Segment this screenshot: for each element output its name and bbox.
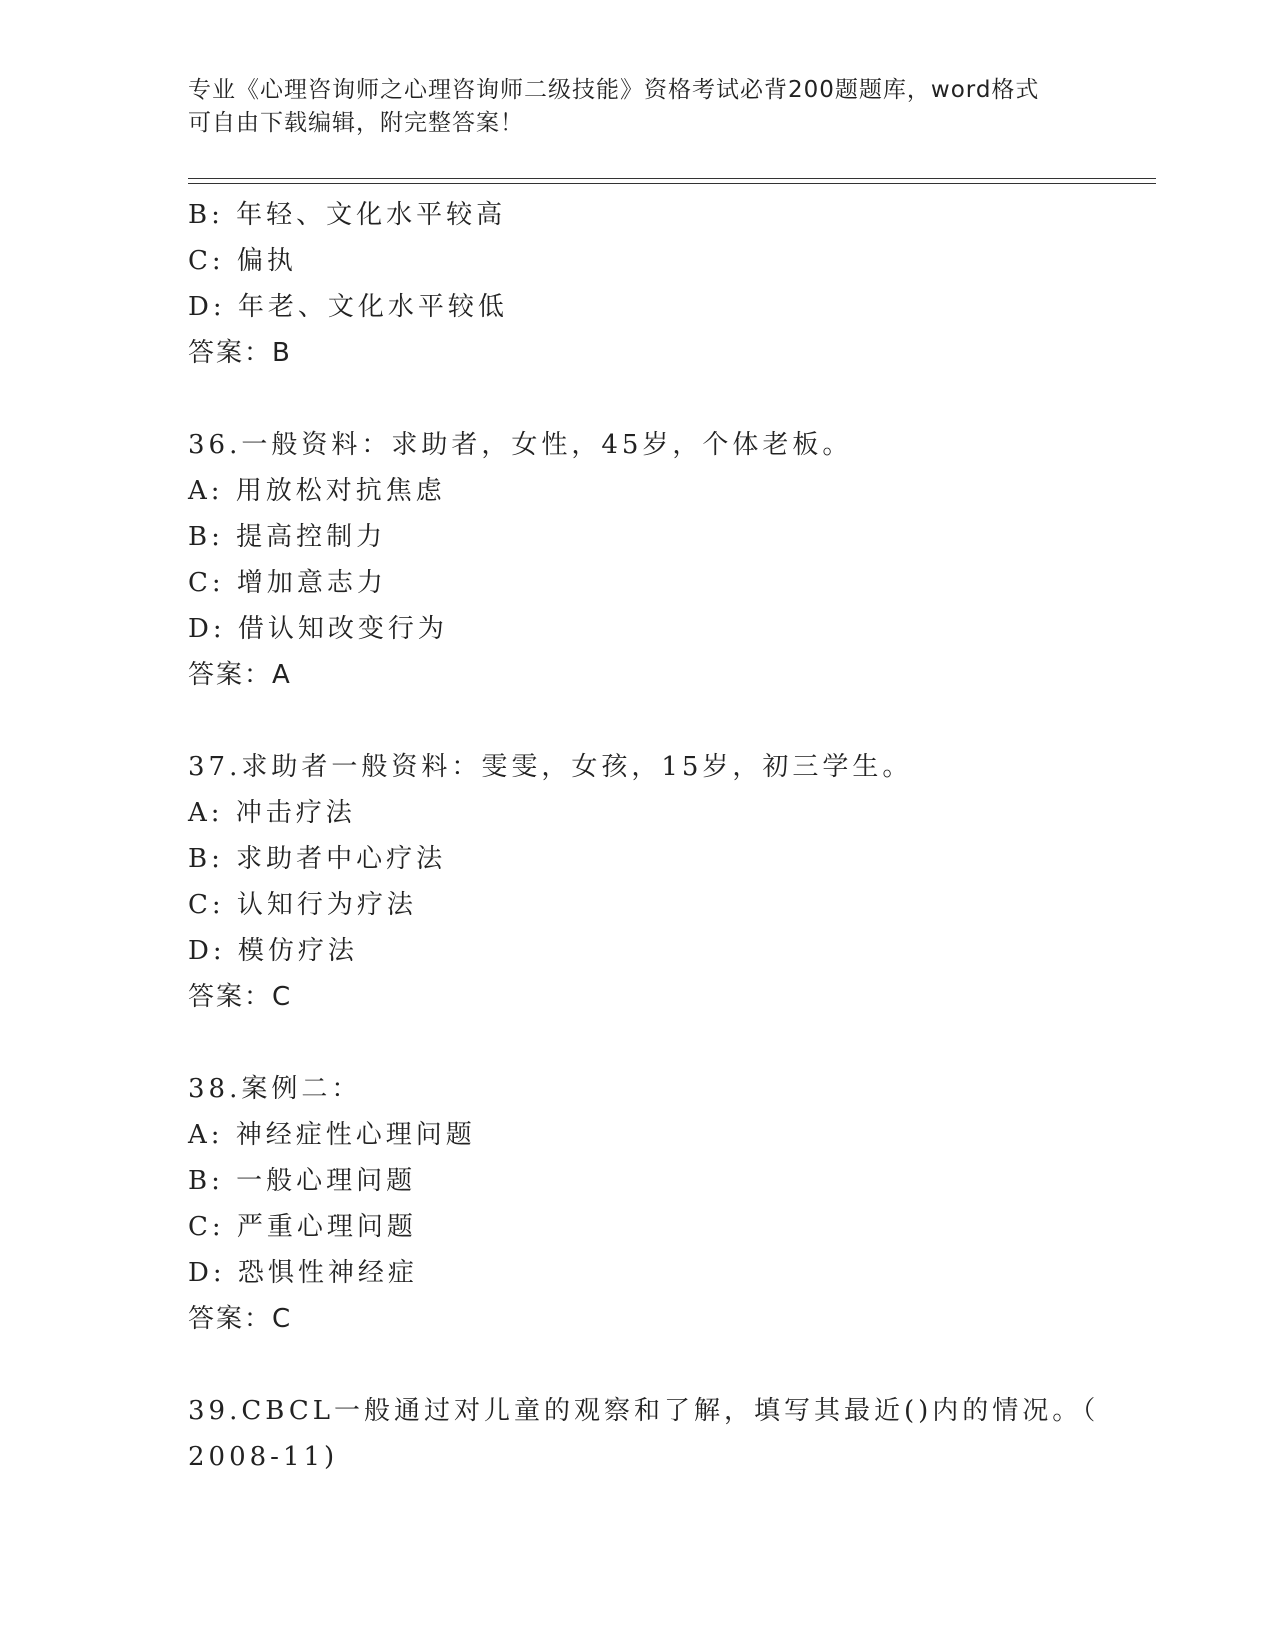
option-b: B: 提高控制力 [188,522,387,552]
option-b: B: 年轻、文化水平较高 [188,200,507,230]
document-body [188,192,1100,1480]
option-a: A: 用放松对抗焦虑 [188,476,446,506]
option-b: B: 一般心理问题 [188,1166,417,1196]
spacer [188,1020,1088,1066]
answer-line: 答案：B [188,338,292,368]
question-title-line-2: 2008-11) [188,1442,339,1472]
question-37 [188,744,1088,1020]
option-a: A: 冲击疗法 [188,798,356,828]
question-36 [188,422,1088,698]
question-title: 36.一般资料：求助者，女性，45岁，个体老板。 [188,430,853,460]
question-title-line-1: 39.CBCL一般通过对儿童的观察和了解，填写其最近()内的情况。（ [188,1396,1100,1426]
option-c: C: 严重心理问题 [188,1212,417,1242]
spacer [188,698,1088,744]
answer-line: 答案：C [188,1304,293,1334]
header-line-1: 专业《心理咨询师之心理咨询师二级技能》资格考试必背200题题库，word格式 [188,77,1040,103]
option-d: D: 借认知改变行为 [188,614,448,644]
option-d: D: 年老、文化水平较低 [188,292,508,322]
option-a: A: 神经症性心理问题 [188,1120,476,1150]
option-d: D: 恐惧性神经症 [188,1258,418,1288]
question-title: 37.求助者一般资料：雯雯，女孩，15岁，初三学生。 [188,752,913,782]
option-b: B: 求助者中心疗法 [188,844,447,874]
header-line-2: 可自由下载编辑，附完整答案！ [188,110,524,136]
option-d: D: 模仿疗法 [188,936,358,966]
answer-line: 答案：C [188,982,293,1012]
option-c: C: 偏执 [188,246,297,276]
option-c: C: 认知行为疗法 [188,890,417,920]
spacer [188,376,1088,422]
header-divider-top [188,178,1156,179]
header-divider-bottom [188,183,1156,184]
document-header [188,74,1088,140]
answer-line: 答案：A [188,660,292,690]
question-38 [188,1066,1088,1342]
question-39 [188,1388,1100,1480]
option-c: C: 增加意志力 [188,568,387,598]
spacer [188,1342,1088,1388]
question-35-continuation [188,192,1088,376]
question-title: 38.案例二： [188,1074,362,1104]
